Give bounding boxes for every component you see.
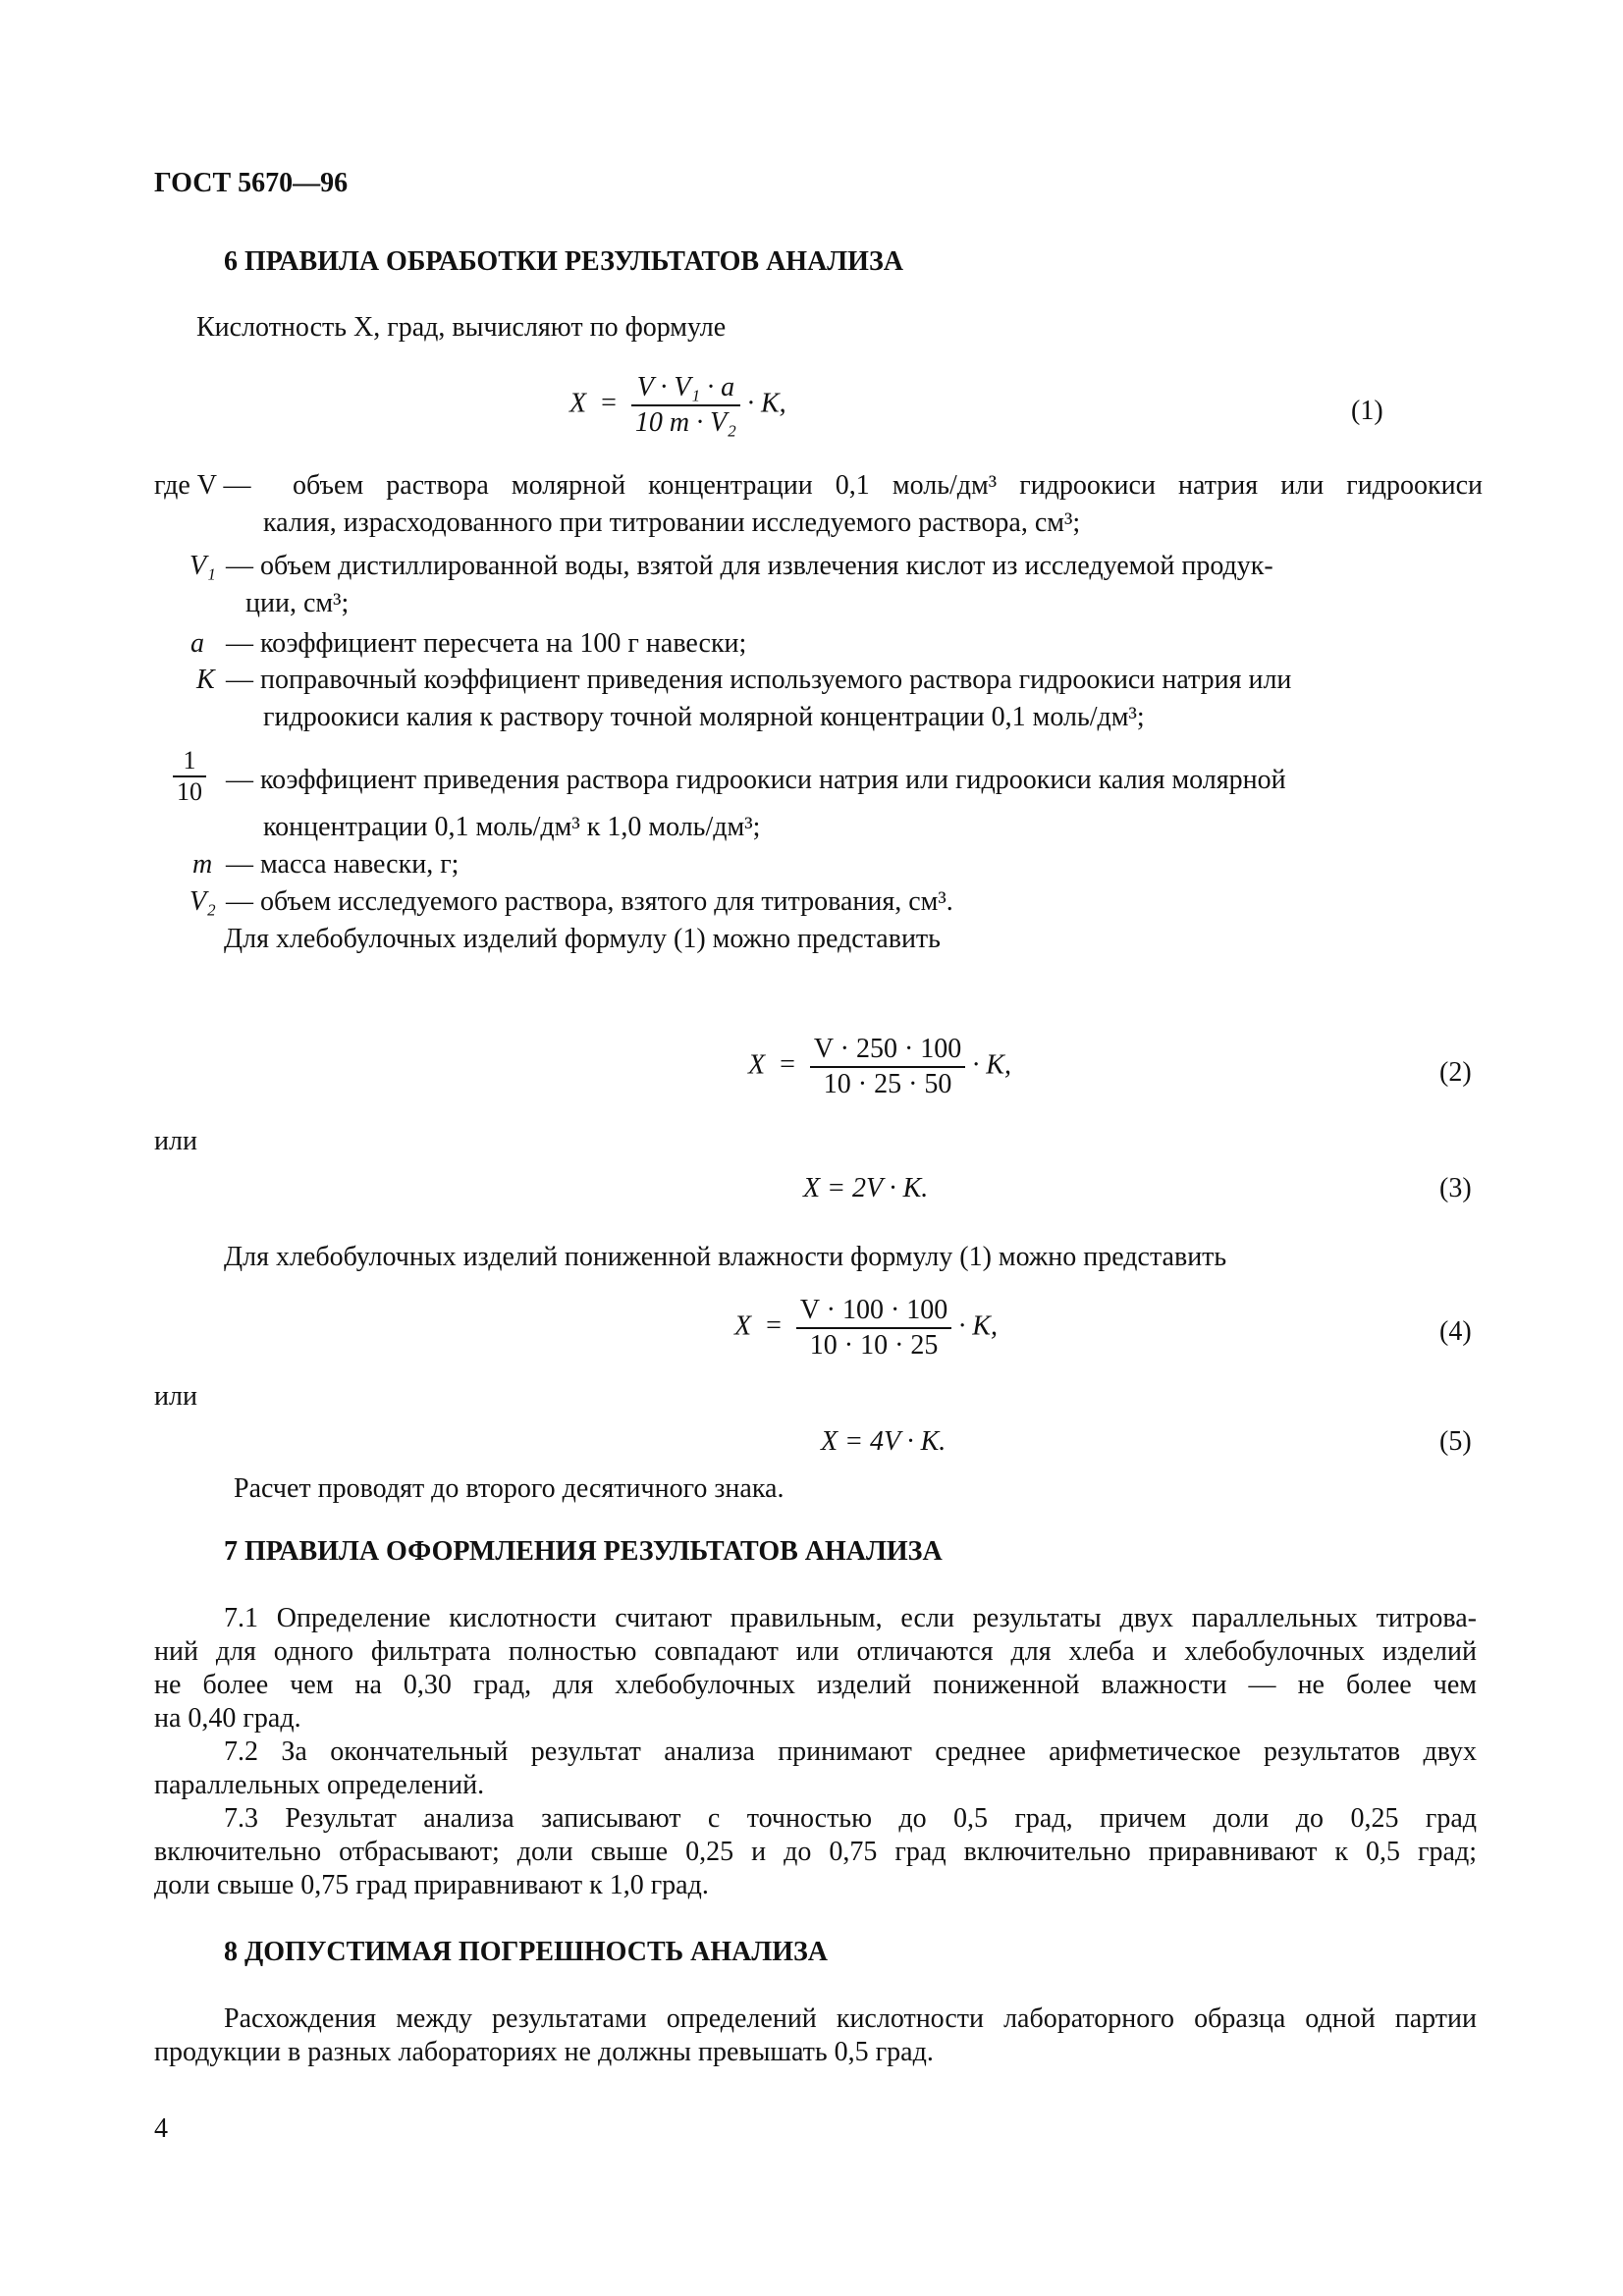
formula-1-lhs: X [569, 388, 587, 419]
para-8-line1: Расхождения между результатами определений кислотности лабораторного образца одной партии [224, 2003, 1477, 2034]
formula-3: X = 2V · K. [803, 1173, 929, 1203]
def-v-symbol: где V — [154, 470, 251, 501]
para-7-1-line1: 7.1 Определение кислотности считают правильным, если результаты двух параллельных титрова- [224, 1603, 1477, 1633]
para-7-1-line3: не более чем на 0,30 град, для хлебобулочных изделий пониженной влажности — не более чем [154, 1670, 1477, 1700]
document-header: ГОСТ 5670—96 [154, 168, 349, 198]
def-k-line2: гидроокиси калия к раствору точной молярной концентрации 0,1 моль/дм³; [263, 702, 1145, 732]
formula-2 [748, 1033, 1011, 1101]
para-bakery: Для хлебобулочных изделий формулу (1) можно представить [224, 924, 941, 954]
para-7-2-line2: параллельных определений. [154, 1770, 485, 1800]
def-k-line1: — поправочный коэффициент приведения используемого раствора гидроокиси натрия или [226, 665, 1292, 695]
def-v1-line1: — объем дистиллированной воды, взятой для извлечения кислот из исследуемой продук- [226, 551, 1273, 581]
formula-4 [734, 1294, 998, 1362]
def-v1-symbol: V₁ [189, 551, 216, 581]
def-k-symbol: K [196, 665, 215, 695]
def-m-symbol: m [192, 849, 213, 880]
para-7-3-line1: 7.3 Результат анализа записывают с точностью до 0,5 град, причем доли до 0,25 град [224, 1803, 1477, 1834]
formula-2-rhs: · K, [972, 1049, 1011, 1081]
formula-2-denominator: 10 · 25 · 50 [823, 1069, 952, 1099]
def-v2-symbol: V₂ [189, 886, 216, 917]
def-a-line1: — коэффициент пересчета на 100 г навески; [226, 628, 747, 659]
formula-1-rhs: · K, [746, 388, 786, 419]
formula-1-numerator: V · V₁ · a [631, 371, 740, 406]
section-7-title: 7 ПРАВИЛА ОФОРМЛЕНИЯ РЕЗУЛЬТАТОВ АНАЛИЗА [224, 1536, 943, 1567]
formula-2-numerator: V · 250 · 100 [810, 1033, 965, 1068]
formula-1-denominator: 10 m · V₂ [634, 407, 736, 438]
def-a-symbol: a [190, 628, 204, 659]
def-v1-line2: ции, см³; [245, 588, 350, 618]
formula-2-eq: = [780, 1049, 795, 1081]
para-8-line2: продукции в разных лабораториях не должны превышать 0,5 град. [154, 2037, 934, 2067]
formula-4-eq: = [766, 1310, 782, 1342]
intro-text: Кислотность X, град, вычисляют по формуле [196, 312, 727, 343]
def-v-line2: калия, израсходованного при титровании исследуемого раствора, см³; [263, 507, 1081, 538]
formula-4-denominator: 10 · 10 · 25 [809, 1330, 939, 1361]
def-v2-line1: — объем исследуемого раствора, взятого для титрования, см³. [226, 886, 953, 917]
para-7-3-line2: включительно отбрасывают; доли свыше 0,25 и до 0,75 град включительно приравнивают к 0,5 град; [154, 1837, 1477, 1867]
formula-4-lhs: X [734, 1310, 752, 1342]
calc-note: Расчет проводят до второго десятичного знака. [234, 1473, 784, 1504]
section-8-title: 8 ДОПУСТИМАЯ ПОГРЕШНОСТЬ АНАЛИЗА [224, 1937, 828, 1967]
para-7-2-line1: 7.2 За окончательный результат анализа принимают среднее арифметическое результатов двух [224, 1736, 1477, 1767]
formula-5: X = 4V · K. [821, 1426, 947, 1457]
formula-5-label: (5) [1439, 1426, 1472, 1457]
def-m-line1: — масса навески, г; [226, 849, 460, 880]
para-7-1-line2: ний для одного фильтрата полностью совпадают или отличаются для хлеба и хлебобулочных изделий [154, 1636, 1477, 1667]
formula-2-lhs: X [748, 1049, 766, 1081]
def-v-line1: объем раствора молярной концентрации 0,1 моль/дм³ гидроокиси натрия или гидроокиси [293, 470, 1483, 501]
para-low-moisture: Для хлебобулочных изделий пониженной влажности формулу (1) можно представить [224, 1242, 1227, 1272]
formula-4-label: (4) [1439, 1316, 1472, 1347]
formula-1 [569, 371, 786, 440]
def-fraction-symbol: $\frac{1}{10}$ [173, 746, 206, 807]
formula-4-rhs: · K, [958, 1310, 998, 1342]
formula-3-label: (3) [1439, 1173, 1472, 1203]
page-number: 4 [154, 2113, 168, 2144]
para-7-3-line3: доли свыше 0,75 град приравнивают к 1,0 град. [154, 1870, 709, 1900]
formula-1-eq: = [601, 388, 617, 419]
def-fraction-line2: концентрации 0,1 моль/дм³ к 1,0 моль/дм³; [263, 812, 761, 842]
formula-4-numerator: V · 100 · 100 [796, 1294, 951, 1329]
def-fraction-line1: — коэффициент приведения раствора гидроокиси натрия или гидроокиси калия молярной [226, 765, 1286, 795]
or-text-1: или [154, 1126, 197, 1156]
or-text-2: или [154, 1381, 197, 1412]
formula-1-label: (1) [1351, 396, 1383, 426]
para-7-1-line4: на 0,40 град. [154, 1703, 301, 1734]
formula-2-label: (2) [1439, 1057, 1472, 1088]
section-6-title: 6 ПРАВИЛА ОБРАБОТКИ РЕЗУЛЬТАТОВ АНАЛИЗА [224, 246, 903, 277]
